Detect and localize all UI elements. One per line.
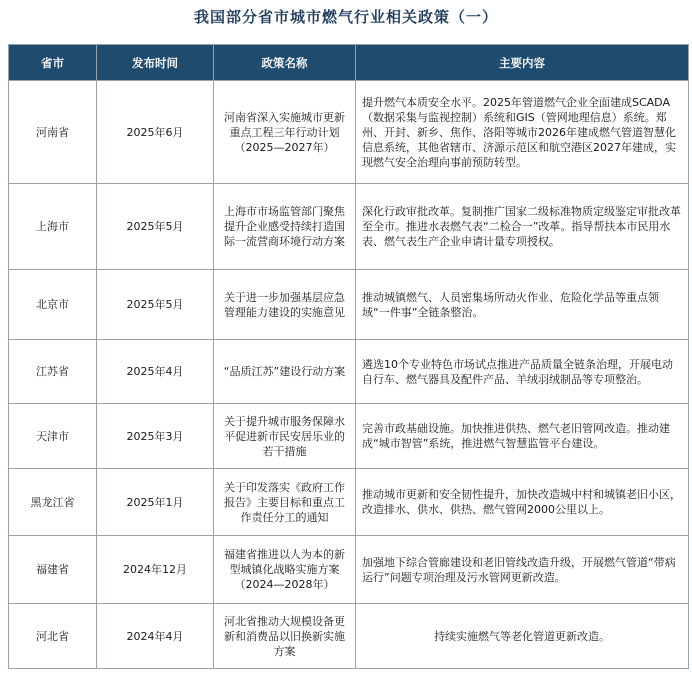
cell-province: 河北省 <box>9 604 97 669</box>
cell-province: 河南省 <box>9 81 97 184</box>
cell-province: 上海市 <box>9 184 97 270</box>
cell-policy: 河南省深入实施城市更新重点工程三年行动计划（2025—2027年） <box>214 81 356 184</box>
table-row <box>9 536 689 604</box>
cell-policy: “品质江苏”建设行动方案 <box>214 340 356 404</box>
page-title: 我国部分省市城市燃气行业相关政策（一） <box>193 8 498 26</box>
cell-content: 推动城镇燃气、人员密集场所动火作业、危险化学品等重点领域“一件事”全链条整治。 <box>356 270 689 340</box>
policy-table <box>8 44 689 669</box>
cell-content: 完善市政基础设施。加快推进供热、燃气老旧管网改造。推动建成“城市智管”系统，推进燃气智慧监管平台建设。 <box>356 404 689 469</box>
cell-content: 加强地下综合管廊建设和老旧管线改造升级，开展燃气管道“带病运行”问题专项治理及污水管网更新改造。 <box>356 536 689 604</box>
cell-province: 天津市 <box>9 404 97 469</box>
cell-content: 提升燃气本质安全水平。2025年管道燃气企业全面建成SCADA（数据采集与监视控制）系统和GIS（管网地理信息）系统。郑州、开封、新乡、焦作、洛阳等城市2026年建成燃气管道智慧化信息系统，其他省辖市、济源示范区和航空港区2027年建成，实现燃气安全治理向事前预防转型。 <box>356 81 689 184</box>
cell-date: 2025年3月 <box>97 404 214 469</box>
cell-date: 2025年4月 <box>97 340 214 404</box>
cell-province: 北京市 <box>9 270 97 340</box>
cell-content: 推动城市更新和安全韧性提升，加快改造城中村和城镇老旧小区，改造排水、供水、供热、燃气管网2000公里以上。 <box>356 469 689 536</box>
header-content: 主要内容 <box>356 45 689 81</box>
table-row <box>9 404 689 469</box>
cell-policy: 关于进一步加强基层应急管理能力建设的实施意见 <box>214 270 356 340</box>
cell-province: 黑龙江省 <box>9 469 97 536</box>
cell-province: 福建省 <box>9 536 97 604</box>
header-province: 省市 <box>9 45 97 81</box>
cell-policy: 河北省推动大规模设备更新和消费品以旧换新实施方案 <box>214 604 356 669</box>
cell-date: 2024年4月 <box>97 604 214 669</box>
cell-date: 2024年12月 <box>97 536 214 604</box>
header-date: 发布时间 <box>97 45 214 81</box>
cell-date: 2025年1月 <box>97 469 214 536</box>
cell-content: 持续实施燃气等老化管道更新改造。 <box>356 604 689 669</box>
cell-province: 江苏省 <box>9 340 97 404</box>
cell-content: 遴选10个专业特色市场试点推进产品质量全链条治理，开展电动自行车、燃气器具及配件产品、羊绒羽绒制品等专项整治。 <box>356 340 689 404</box>
cell-content: 深化行政审批改革。复制推广国家二级标准物质定级鉴定审批改革至全市。推进水表燃气表“二检合一”改革。指导帮扶本市民用水表、燃气表生产企业申请计量专项授权。 <box>356 184 689 270</box>
table-row <box>9 81 689 184</box>
cell-policy: 关于提升城市服务保障水平促进新市民安居乐业的若干措施 <box>214 404 356 469</box>
cell-date: 2025年5月 <box>97 184 214 270</box>
cell-date: 2025年6月 <box>97 81 214 184</box>
cell-date: 2025年5月 <box>97 270 214 340</box>
table-row <box>9 270 689 340</box>
cell-policy: 关于印发落实《政府工作报告》主要目标和重点工作责任分工的通知 <box>214 469 356 536</box>
header-policy: 政策名称 <box>214 45 356 81</box>
cell-policy: 福建省推进以人为本的新型城镇化战略实施方案（2024—2028年） <box>214 536 356 604</box>
table-header-row <box>9 45 689 81</box>
table-row <box>9 184 689 270</box>
table-row <box>9 604 689 669</box>
table-row <box>9 340 689 404</box>
table-row <box>9 469 689 536</box>
cell-policy: 上海市市场监管部门聚焦提升企业感受持续打造国际一流营商环境行动方案 <box>214 184 356 270</box>
